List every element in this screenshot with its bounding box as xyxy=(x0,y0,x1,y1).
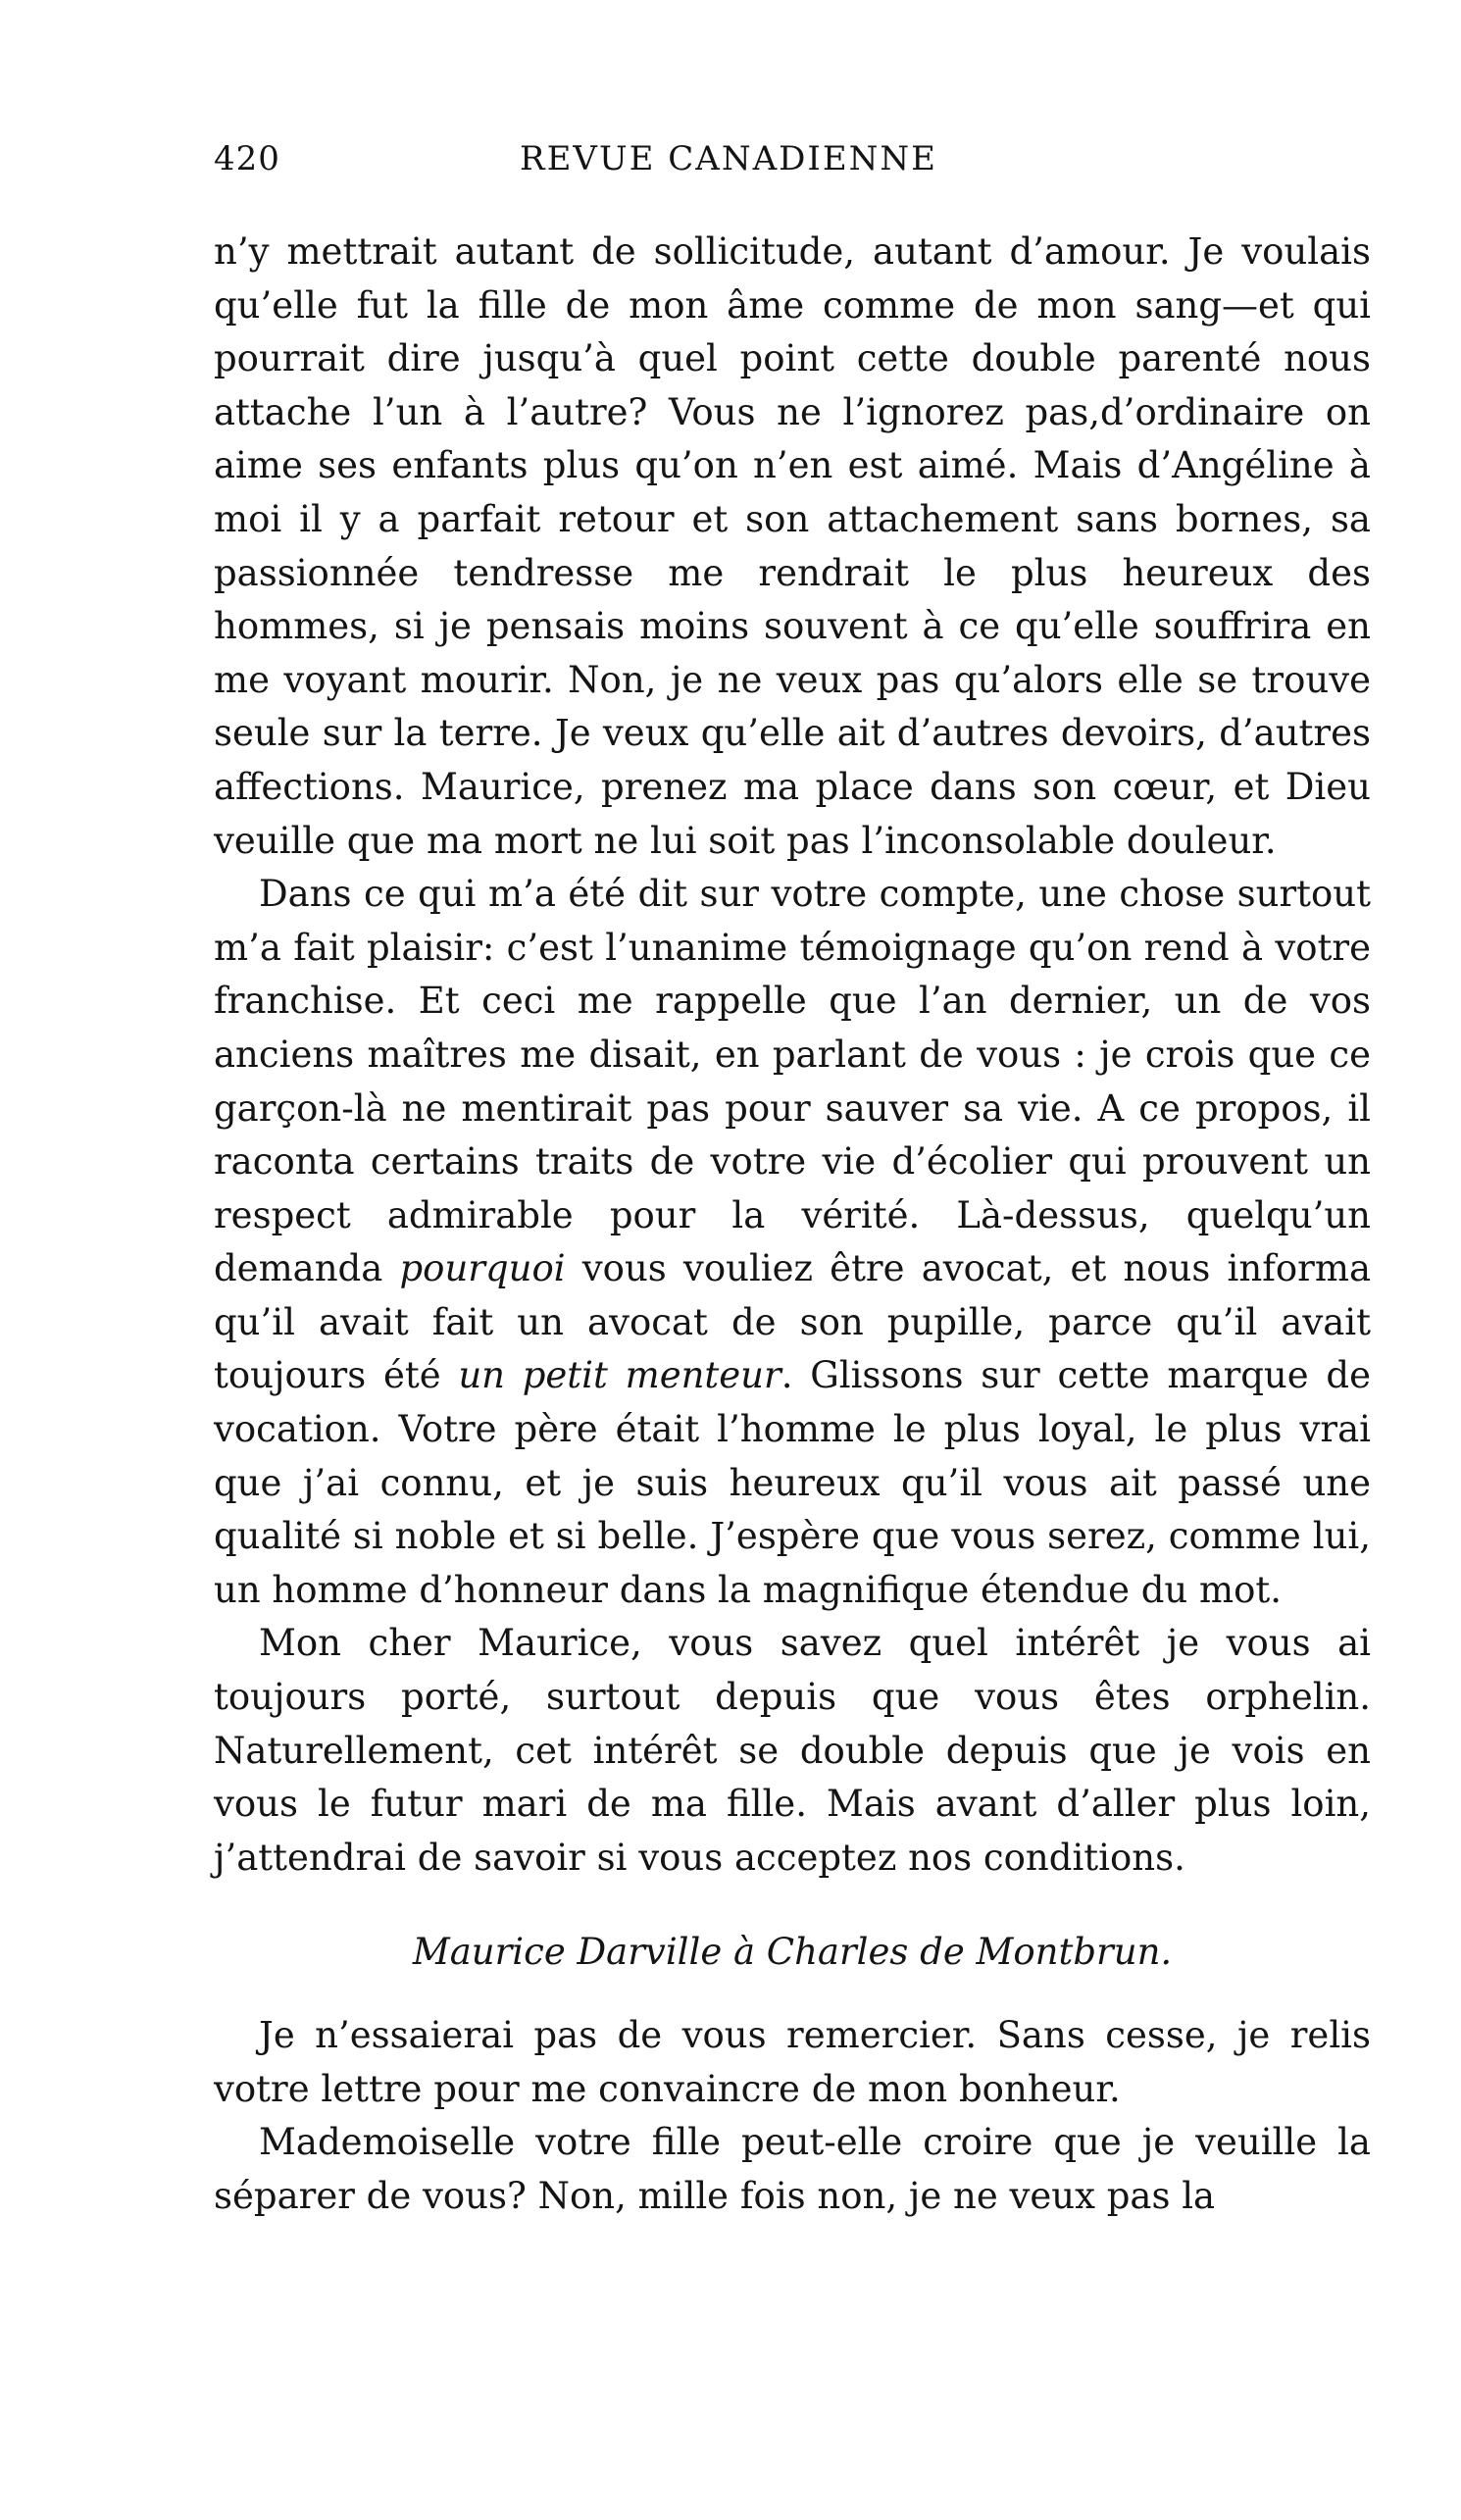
italic-petit-menteur: un petit menteur xyxy=(458,1354,781,1397)
page-header xyxy=(214,139,1243,188)
paragraph-3: Mon cher Maurice, vous savez quel intérêt je vous ai toujours porté, surtout depuis que vous êtes orphelin. Naturellement, cet intérêt se double depuis que je vois en vous le futur mari de ma fille. Mais avant d’aller plus loin, j’attendrai de savoir si vous acceptez nos conditions. xyxy=(214,1622,1371,1879)
running-title: REVUE CANADIENNE xyxy=(520,139,937,178)
paragraph-4: Je n’essaierai pas de vous remercier. Sans cesse, je relis votre lettre pour me convaincre de mon bonheur. xyxy=(214,2014,1371,2110)
paragraph-2: Dans ce qui m’a été dit sur votre compte, une chose surtout m’a fait plaisir: c’est l’unanime témoignage qu’on rend à votre franchise. Et ceci me rappelle que l’an dernier, un de vos anciens maîtres me disait, en parlant de vous : je crois que ce garçon-là ne mentirait pas pour sauver sa vie. A ce propos, il raconta certains traits de votre vie d’écolier qui prouvent un respect admirable pour la vérité. Là-dessus, quelqu’un demanda pourquoi vous vouliez être avocat, et nous informa qu’il avait fait un avocat de son pupille, parce qu’il avait toujours été un petit menteur. Glissons sur cette marque de vocation. Votre père était l’homme le plus loyal, le plus vrai que j’ai connu, et je suis heureux qu’il vous ait passé une qualité si noble et si belle. J’espère que vous serez, comme lui, un homme d’honneur dans la magnifique étendue du mot. xyxy=(214,873,1372,1611)
page-number: 420 xyxy=(214,139,280,178)
italic-pourquoi: pourquoi xyxy=(399,1247,566,1290)
paragraph-1: n’y mettrait autant de sollicitude, autant d’amour. Je voulais qu’elle fut la fille de mon âme comme de mon sang—et qui pourrait dire jusqu’à quel point cette double parenté nous attache l’un à l’autre? Vous ne l’ignorez pas,d’ordinaire on aime ses enfants plus qu’on n’en est aimé. Mais d’Angéline à moi il y a parfait retour et son attachement sans bornes, sa passionnée tendresse me rendrait le plus heureux des hommes, si je pensais moins souvent à ce qu’elle souffrira en me voyant mourir. Non, je ne veux pas qu’alors elle se trouve seule sur la terre. Je veux qu’elle ait d’autres devoirs, d’autres affections. Maurice, prenez ma place dans son cœur, et Dieu veuille que ma mort ne lui soit pas l’inconsolable douleur. xyxy=(214,230,1371,862)
paragraph-5: Mademoiselle votre fille peut-elle croire que je veuille la séparer de vous? Non, mille fois non, je ne veux pas la xyxy=(214,2121,1371,2217)
letter-heading: Maurice Darville à Charles de Montbrun. xyxy=(412,1931,1173,1974)
body-text xyxy=(214,226,1371,2223)
